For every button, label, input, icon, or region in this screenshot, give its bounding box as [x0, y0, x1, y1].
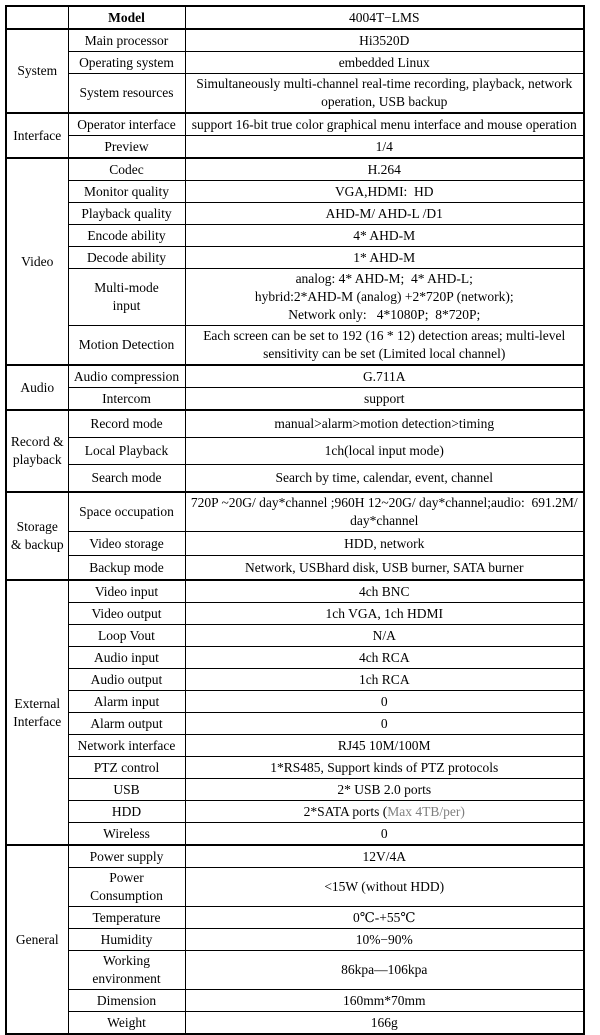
value-text: 2*SATA ports ( [303, 803, 388, 819]
property-label: Power [109, 870, 144, 885]
spec-row [6, 388, 584, 411]
category-cell [6, 580, 68, 845]
property-cell: Alarm input [68, 691, 185, 713]
property-cell: Main processor [68, 29, 185, 52]
header-row [6, 6, 584, 29]
spec-row [6, 492, 584, 532]
value-cell: 160mm*70mm [185, 990, 584, 1012]
property-cell: Record mode [68, 410, 185, 438]
value-cell: Hi3520D [185, 29, 584, 52]
spec-table [5, 5, 585, 1035]
spec-row [6, 74, 584, 114]
property-label: input [112, 298, 141, 313]
property-label: Working [103, 953, 150, 968]
spec-row [6, 438, 584, 465]
property-cell: USB [68, 779, 185, 801]
spec-row [6, 757, 584, 779]
category-label: Record & [10, 434, 64, 449]
category-label: Storage [16, 519, 58, 534]
spec-row [6, 845, 584, 868]
property-cell: Dimension [68, 990, 185, 1012]
property-label: Consumption [90, 888, 163, 903]
spec-row [6, 465, 584, 493]
property-cell: Weight [68, 1012, 185, 1035]
spec-row [6, 868, 584, 907]
property-cell: Wireless [68, 823, 185, 846]
value-cell: VGA,HDMI: HD [185, 181, 584, 203]
value-cell: 0 [185, 713, 584, 735]
property-cell [68, 951, 185, 990]
value-cell: 86kpa—106kpa [185, 951, 584, 990]
category-label: External [14, 695, 61, 711]
property-cell: Monitor quality [68, 181, 185, 203]
property-cell: Network interface [68, 735, 185, 757]
header-model-value: 4004T−LMS [185, 6, 584, 29]
value-cell: 0℃-+55℃ [185, 907, 584, 929]
property-cell [68, 868, 185, 907]
category-label: & backup [10, 537, 64, 552]
value-cell: 4ch BNC [185, 580, 584, 603]
spec-row [6, 181, 584, 203]
property-cell: System resources [68, 74, 185, 114]
property-cell: Power supply [68, 845, 185, 868]
value-cell [185, 269, 584, 326]
spec-row [6, 823, 584, 846]
property-cell [68, 269, 185, 326]
value-cell: N/A [185, 625, 584, 647]
spec-row [6, 113, 584, 136]
property-cell: Space occupation [68, 492, 185, 532]
category-cell: General [6, 845, 68, 1034]
property-cell: Alarm output [68, 713, 185, 735]
category-label: playback [12, 452, 62, 467]
value-cell: G.711A [185, 365, 584, 388]
spec-row [6, 247, 584, 269]
spec-row [6, 580, 584, 603]
category-cell: Audio [6, 365, 68, 410]
spec-row [6, 907, 584, 929]
spec-row [6, 713, 584, 735]
value-cell: HDD, network [185, 532, 584, 556]
value-cell: 12V/4A [185, 845, 584, 868]
value-cell: 0 [185, 691, 584, 713]
property-cell: Decode ability [68, 247, 185, 269]
spec-table-body [6, 6, 584, 1034]
value-cell: 4ch RCA [185, 647, 584, 669]
value-cell: 720P ~20G/ day*channel ;960H 12~20G/ day*channel;audio: 691.2M/ day*channel [185, 492, 584, 532]
spec-row [6, 269, 584, 326]
property-cell: Search mode [68, 465, 185, 493]
value-cell: 1* AHD-M [185, 247, 584, 269]
property-cell: Temperature [68, 907, 185, 929]
category-cell [6, 492, 68, 580]
property-cell: Humidity [68, 929, 185, 951]
spec-row [6, 532, 584, 556]
property-cell: Audio output [68, 669, 185, 691]
property-cell: PTZ control [68, 757, 185, 779]
property-cell: Loop Vout [68, 625, 185, 647]
property-cell: Intercom [68, 388, 185, 411]
value-cell: 1/4 [185, 136, 584, 159]
value-cell: 0 [185, 823, 584, 846]
category-cell: System [6, 29, 68, 113]
spec-row [6, 52, 584, 74]
spec-row [6, 365, 584, 388]
property-cell: Local Playback [68, 438, 185, 465]
spec-row [6, 801, 584, 823]
value-cell: 1ch VGA, 1ch HDMI [185, 603, 584, 625]
category-cell: Interface [6, 113, 68, 158]
spec-row [6, 779, 584, 801]
spec-row [6, 951, 584, 990]
value-cell: 4* AHD-M [185, 225, 584, 247]
value-line: hybrid:2*AHD-M (analog) +2*720P (network); [254, 289, 514, 304]
spec-row [6, 1012, 584, 1035]
value-cell: Search by time, calendar, event, channel [185, 465, 584, 493]
value-cell: Each screen can be set to 192 (16 * 12) detection areas; multi-level sensitivity can be set (Limited local channel) [185, 326, 584, 366]
property-cell: HDD [68, 801, 185, 823]
property-cell: Video input [68, 580, 185, 603]
spec-row [6, 203, 584, 225]
value-cell: 10%−90% [185, 929, 584, 951]
spec-row [6, 990, 584, 1012]
property-cell: Motion Detection [68, 326, 185, 366]
value-cell: <15W (without HDD) [185, 868, 584, 907]
category-label: Interface [13, 713, 62, 729]
value-text-muted: Max 4TB/per) [387, 803, 465, 819]
spec-row [6, 647, 584, 669]
value-cell: 2* USB 2.0 ports [185, 779, 584, 801]
property-cell: Audio compression [68, 365, 185, 388]
spec-row [6, 625, 584, 647]
spec-row [6, 669, 584, 691]
value-line: Network only: 4*1080P; 8*720P; [288, 307, 481, 322]
property-cell: Preview [68, 136, 185, 159]
spec-row [6, 603, 584, 625]
value-cell: H.264 [185, 158, 584, 181]
spec-row [6, 929, 584, 951]
value-cell: support [185, 388, 584, 411]
property-label: environment [92, 971, 161, 986]
spec-row [6, 158, 584, 181]
value-cell: 1ch(local input mode) [185, 438, 584, 465]
property-label: Multi-mode [94, 280, 159, 295]
property-cell: Backup mode [68, 556, 185, 581]
spec-row [6, 29, 584, 52]
spec-row [6, 225, 584, 247]
property-cell: Video output [68, 603, 185, 625]
property-cell: Playback quality [68, 203, 185, 225]
spec-row [6, 691, 584, 713]
spec-row [6, 556, 584, 581]
spec-row [6, 326, 584, 366]
category-cell [6, 410, 68, 492]
value-cell: AHD-M/ AHD-L /D1 [185, 203, 584, 225]
value-cell: 1ch RCA [185, 669, 584, 691]
value-line: analog: 4* AHD-M; 4* AHD-L; [295, 271, 473, 286]
spec-row [6, 735, 584, 757]
category-cell: Video [6, 158, 68, 365]
header-model-label: Model [68, 6, 185, 29]
value-cell [185, 801, 584, 823]
value-cell: RJ45 10M/100M [185, 735, 584, 757]
property-cell: Codec [68, 158, 185, 181]
header-empty-cell [6, 6, 68, 29]
value-cell: Network, USBhard disk, USB burner, SATA burner [185, 556, 584, 581]
property-cell: Audio input [68, 647, 185, 669]
property-cell: Operating system [68, 52, 185, 74]
value-cell: Simultaneously multi-channel real-time recording, playback, network operation, USB backup [185, 74, 584, 114]
property-cell: Video storage [68, 532, 185, 556]
value-cell: manual>alarm>motion detection>timing [185, 410, 584, 438]
value-cell: 166g [185, 1012, 584, 1035]
spec-row [6, 136, 584, 159]
property-cell: Encode ability [68, 225, 185, 247]
property-cell: Operator interface [68, 113, 185, 136]
value-cell: embedded Linux [185, 52, 584, 74]
value-cell: 1*RS485, Support kinds of PTZ protocols [185, 757, 584, 779]
spec-row [6, 410, 584, 438]
value-cell: support 16-bit true color graphical menu interface and mouse operation [185, 113, 584, 136]
